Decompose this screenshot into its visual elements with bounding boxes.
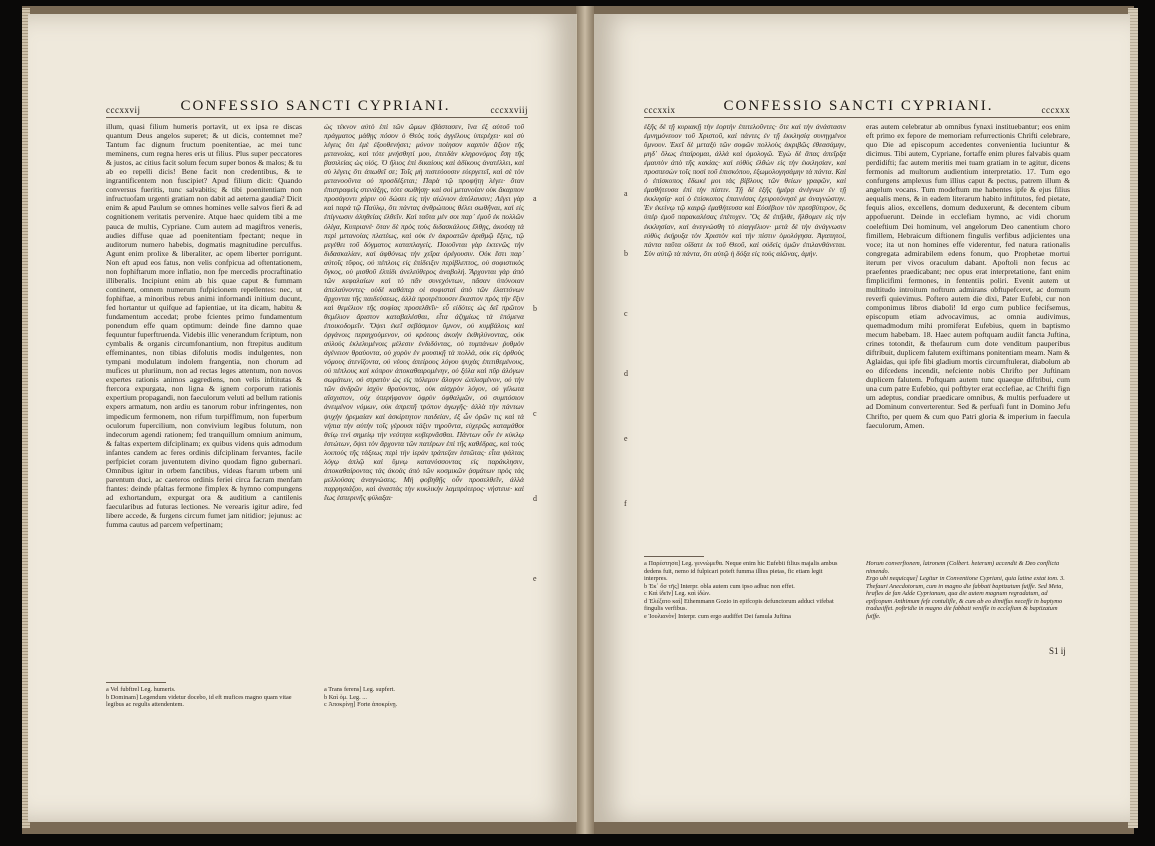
right-page [594, 14, 1130, 822]
margin-letter: b [533, 304, 537, 313]
margin-letter: c [533, 409, 537, 418]
margin-letter: f [624, 499, 627, 508]
latin-column [866, 122, 1070, 552]
footnote: c Ἀποκρίνῃ] Forte ἀποκρίνῃ. [324, 701, 398, 708]
footnote: b Ἐκ᾽ ὅσ τῆς] Interpr. obla autem cum ipso adhuc non effet. [644, 582, 795, 590]
open-book [22, 6, 1134, 834]
margin-letter: d [533, 494, 537, 503]
latin-text: eras autem celebratur ab omnibus fynaxi instituebantur; eos enim eft primo ex fepore de memoriam refurrectionis Chrifti celebrare, quo Die ad episcopum accedentes convenientia luciuntur & dicimus. Tibi autem, Cypriane, fortaffe enim plures falvabis quam perdidifti; fac autem meritis mei tuam gratiam in te agitur, dicens fermonis ad multorum audientium interpretatio. 17. Tum ego confurgens amplexus fum illius caput & pectus, patrem illum & angelum vocans. Tum modeftum me habentes ipfe & ejus filius aequalis mens, & in eadem literarum habito inftitutos, fed pietate, fequis alios, excellens, domum deduxerunt, & decentem cibum appofuerunt. Deinde in ecclefiam hymno, ac vidi chorum coeleftium Dei hominum, vel angelorum Deo canentium choro fimillem, Hebraicum diftionem fingulis verfibus adjicientes una voce; ita ut non homines effe viderentur, fed natura rationalis congregata admirabilem edens fonum, quo Prophetae mortui iterum per vivos oraculum dabant. Apoftoli non fecus ac praefentes praedicabant; nec opus erat interpretatione, fant enim fimplicifimi fermones, in fententiis poliri. Evenit autem ut multitudo introitum noftrum admirans obftupefceret, ac domum reverfi quievimus. Poftero autem die dixi, Pater Eufebi, cur non componimus libros diaboli! Id ergo cum publice fecifsemus, episcopum etiam advocavimus, ac omnia audivimus, quemadmodum mihi promiferat Eufebius, quem in baptismo mecum habebam. 18. Haec autem poftquam audiit fancta Juftina, crines totondit, & thefaurum cum dote venditum pauperibus diftribuit, duplicem falutem exiftimans ponitentiam meam. Nam & Aglaidas, qui ipfe fibi gladium mortis circumftulerat, diabolum ab eo difcedens incendit, nefciente nobis Chrifto per Juftinam duplicem falutem. Poftquam autem tunc quaeque diftribui, cum una cum patre Eufebio, qui poftbyter erat ecclefiae, ac Chrifti fign um adeptus, condiar praedicare omnibus, & multis perfuadere ut ad Dominum converterentur. Sed & perfuafi funt in Domino Jefu Chrifto, per quem & cum quo Patri gloria & imperium in faecula faeculorum, Amen. [866, 122, 1070, 430]
footnote: a Trans ferens] Leg. supfert. [324, 686, 395, 693]
left-page-number-right: cccxxviij [490, 105, 528, 115]
footnote: a Vel fubftrel Leg. humeris. [106, 686, 176, 693]
footnote: Ergo ubi nequicque] Legitur in Conventione Cypriani, quia latine extat tom. 3. Thefauri Anecdotorum, cum in magno die fabbati baptizatum fuiffe. Sed Meta, hrafles de fan Adde Cyprianum, qua die autem magnum regradatum, ad epifcopum Anthimum fefe contulifle, & cum ab eo dimiffus neceffe in baptymo traduxiffet. poftridie in magno die fabbati venifle in ecclefiam & baptizatum fuiffe. [866, 575, 1065, 620]
header-rule [106, 117, 528, 118]
header-rule [644, 117, 1070, 118]
latin-text: illum, quasi filium humeris portavit, ut ex ipsa re discas quantum Deus angelos superet; & ut dicis, contemnet me? Tantum fac dignum fructum poenitentiae, ac mei tunc meminens, cum regna heres eris ut filius. Plus super peccatores & justos, ac citius facit solum fecum super bonos & malos; & tu ab eo repelli dicis! Bene facit non credentibus, & te ingrantificentem non fuscipiet? Apud filium dicit: Quando conversus fueritis, tunc salvabitis; & tibi poenitentiam non infructuofam urgenti gratiam non dabit ad aeterna gaudia? Dicit enim & apud Paulum se omnes homines velle salvos fieri & ad cognitionem veritatis pervenire. Atque haec quidem tibi a me pauca de multis, Cypriane. Cum autem ad magiftros veneris, audies diffuse quae ad poenitentiam fpectant; neque in auditorum numero habebis, dogmatis magnitudine perculfus. Agunt enim prolixe & liberaliter, ac opem liberter porrigunt. Non eft apud eos fatus, non velis confpicua ad oftentationem, non fophiftarum more inflatio, non fpe mercedis procraftinatio illiberalis. Incipiunt enim ab his quae caput & fummam continent, omnem numerum fufpicionem repellentes: nec, ut fophiftae, a minoribus rebus animi informandi initium ducunt, fed hortantur ut quifque ad fapientiae, ut ita dicam, habitu & fundamentum accedat; probe fcientes primo fundamentum ponendum effe quam optimum: deinde fine damno quae fequuntur fuperftruenda. Videbis illic venerandum fcriptum, non cymbalis & organis circumfonantium, non ftrepitus auditum effeminantes, non tibias difolutis modis indulgentes, non tympani modulatum indolem frangentia, non chorum ad mufices ut pluriinum, non ad rectas leges attentum, non novos expertes rationis animos aggrediens, non velis inftitutas & ftercora expurgata, non ligna & ignem corporum rationis expertium propagandi, non faeculorum veluti ad bellum rationis expers armatum, non ardiu es tanorum robur infringentes, non impedicum fermonem, non rifum turpiffimum, non fuperbum oculorum fupercilium, non convivium legibus folutum, non indecorum agendi rationem; fed tranquillum omnium animum, & faltas expertem difciplinam; ex quibus videns quis admodum infantes candem ac feres ordinis difciplinam fervantes, facile perfpiciet coram juventutem divino quodam figno gubernari. Omnibus igitur in orbem fanctibus, videas ftarum urbem uni parentum duci, ac caeteros ordinis feriei circa facram menfam ftantes: deinde pfaltas fermone fimplex & hymno compungens ad exhortandum, expurgat ora & auditium a cantilenis faecularibus ad futuras lectiones. Ne verearis igitur adire, fed libere accede, & furgens circum fumet jam nitidior; jejunus: ac fumma cautus ad parcem vefpertinam; [106, 122, 302, 530]
right-page-number-right: cccxxx [1041, 105, 1070, 115]
margin-letter: a [624, 189, 628, 198]
footnote: d Ἐλέξατο καὶ] Ethemmann Gozio in epifcopis defunctorum adduci vifebat fingulis verfibus. [644, 597, 834, 612]
printer-signature: S1 ij [1049, 646, 1066, 656]
book-gutter [576, 6, 594, 834]
margin-letter: a [533, 194, 537, 203]
left-page-header [106, 98, 528, 115]
greek-footnotes [644, 560, 846, 620]
right-running-title: CONFESSIO SANCTI CYPRIANI. [723, 98, 994, 114]
latin-footnotes [106, 686, 302, 709]
footnote: b Dominam] Legendum videtur docebo, id eft mufices magno quam vitae legibus ac regulis attendentem. [106, 693, 292, 708]
greek-text: ἑξῆς δὲ τῇ κυριακῇ τὴν ἑορτὴν ἐπιτελοῦντες· ὅτε καὶ τὴν ἀνάστασιν ἐμνημόνευον τοῦ Χριστοῦ, καὶ πάντες ἐν τῇ ἐκκλησίᾳ συνηγμένοι ὕμνουν. Ἐκεῖ δὲ μεταξὺ τῶν σοφῶν πολλοὺς ἀκριβῶς ἐθεασάμην, μηδ᾽ ὅλως ἐπαίρομαι, ἀλλὰ καὶ ὁμολογῶ. Ἐγὼ δὲ ἅπας ἀπεῖρξα ἐμαυτὸν ἀπὸ τῆς κακίας· καὶ εὐθὺς ἐλθὼν εἰς τὴν ἐκκλησίαν, καὶ προσπεσὼν τοῖς ποσὶ τοῦ ἐπισκόπου, ἐξωμολογησάμην τὰ πάντα. Καὶ ὁ ἐπίσκοπος ἔδωκέ μοι τὰς βίβλους τῶν θείων γραφῶν, καὶ ἐμαθήτευσα ἐπὶ τὴν πίστιν. Τῇ δὲ ἑξῆς ἡμέρᾳ ἀνέγνων ἐν τῇ ἐκκλησίᾳ· καὶ ὁ ἐπίσκοπος ἐπαινέσας ἐχειροτόνησέ με ἀναγνώστην. Ἐν ἐκείνῳ τῷ καιρῷ ἐμαθήτευσα καὶ Εὐσέβιον τὸν πρεσβύτερον, ὃς ὑπὲρ ἐμοῦ παρακαλέσας ἐπέτυχεν. Ὃς δὲ ἐπῆλθε, ἤλθομεν εἰς τὴν ἐκκλησίαν, καὶ ἀνεγνώσθη τὸ εὐαγγέλιον· μετὰ δὲ τὴν ἀνάγνωσιν εὐθὺς ἐκήρυξα τὸν Χριστὸν καὶ τὴν πίστιν ὁμολόγησα. Ἀγαπητοί, πάντα ταῦτα οἴδατε ἐκ τοῦ Θεοῦ, καὶ οὐδεὶς ὑμῶν ἐπιλανθάνεται. Σὺν αὐτῷ τὰ πάντα, ὅτι αὐτῷ ἡ δόξα εἰς τοὺς αἰῶνας, ἀμήν. [644, 122, 846, 258]
footnote: Horum converfionem, latronem (Colbert. heterum) accendit & Deo conflicta nimendo. [866, 560, 1060, 575]
left-page [28, 14, 577, 822]
footnote-rule [106, 682, 166, 683]
footnote: a Παρέστησα] Leg. γεννώμεθα. Neque enim hic Eufebii filius majalis ambus dedens fuit, nemo id fulpicari poteft fumma illius pietas, fic etiam legit interpres. [644, 560, 838, 582]
footnote: b Καὶ ὁμ. Leg. ... [324, 693, 367, 701]
right-page-header [644, 98, 1070, 115]
latin-footnotes [866, 560, 1070, 620]
footnote: c Καὶ ἰδεῖν] Leg. καὶ ἰδὼν. [644, 590, 711, 597]
greek-column [324, 122, 524, 678]
margin-letter: d [624, 369, 628, 378]
right-page-number: cccxxix [644, 105, 676, 115]
latin-column [106, 122, 302, 678]
footnote: e Ἰουλιανὸν] Interpr. cum ergo audiffet Dei famula Juftina [644, 612, 791, 620]
margin-letter: c [624, 309, 628, 318]
margin-letter: b [624, 249, 628, 258]
greek-column [644, 122, 846, 552]
greek-footnotes [324, 686, 524, 709]
greek-text: ὡς τέκνον αὐτὸ ἐπὶ τῶν ὤμων ἐβάστασεν, ἵνα ἐξ αὐτοῦ τοῦ πράγματος μάθῃς πόσον ὁ Θεὸς τοὺς ἀγγέλους ὑπερέχει· καὶ σὺ λέγεις ὅτι ἐμὲ ἐξουθενήσει; μόνον ποίησον καρπὸν ἄξιον τῆς μετανοίας, καὶ τότε μνήσθητί μου, ἐπειδὰν κληρονόμος ἔσῃ τῆς βασιλείας ὡς υἱός. Ὁ ἥλιος ἐπὶ δικαίους καὶ ἀδίκους ἀνατέλλει, καὶ σὺ λέγεις ὅτι ἀπωθεῖ σε; Τοῖς μὴ πιστεύουσιν εὐεργετεῖ, καὶ σὲ τὸν μετανοοῦντα οὐ προσδέξεται; Παρὰ τῷ προφήτῃ λέγει· ὅταν ἐπιστραφεὶς στενάξῃς, τότε σωθήσῃ· καὶ σοὶ μετανοίαν οὐκ ἄκαρπον προσάγοντι χάριν οὐ δώσει εἰς τὴν αἰώνιον ἀπόλαυσιν; Λέγει γὰρ καὶ παρὰ τῷ Παύλῳ, ὅτι πάντας ἀνθρώπους θέλει σωθῆναι, καὶ εἰς ἐπίγνωσιν ἀληθείας ἐλθεῖν. Καὶ ταῦτα μὲν σοι παρ᾽ ἐμοῦ ἐκ πολλῶν ὀλίγα, Κυπριανέ· ὅταν δὲ πρὸς τοὺς διδασκάλους ἔλθῃς, ἀκούσῃ τὰ περὶ μετανοίας πλατέως, καὶ οὐκ ἐν ἀκροατῶν ἀριθμῷ ἕξεις, τῷ μεγέθει τοῦ δόγματος καταπλαγείς. Ποιοῦνται γὰρ ἐκτενῶς τὴν διδασκαλίαν, καὶ ἀφθόνως τὴν χεῖρα ὀρέγουσιν. Οὐκ ἔστι παρ᾽ αὐτοῖς τῦφος, οὐ πέπλοις εἰς ἐπίδειξιν περίβλεπτος, οὐ σοφιστικὸς ὄγκος, οὐ μισθοῦ ἐλπίδι ἀνελεύθερος ἀναβολή. Ἄρχονται γὰρ ἀπὸ τῶν κεφαλαίων καὶ τὸ πᾶν συνεχόντων, πᾶσαν ὑπόνοιαν ἀπελαύνοντες· οὐδὲ καθάπερ οἱ σοφισταὶ ἀπὸ τῶν ἐλαττόνων ἄρχονται τῆς παιδεύσεως, ἀλλὰ προτρέπουσιν ἕκαστον πρὸς τὴν ἕξιν καὶ θεμέλιον τῆς σοφίας προσελθεῖν· εὖ εἰδότες ὡς δεῖ πρῶτον θεμέλιον ἄριστον καταβαλέσθαι, εἶτα ἀζημίως τὰ ἑπόμενα ἐποικοδομεῖν. Ὄψει ἐκεῖ σεβάσμιον ὕμνον, οὐ κυμβάλοις καὶ ὀργάνοις περιηχούμενον, οὐ κρότους ἀκοὴν ἐκθηλύνοντας, οὐκ αὐλοὺς ἐκλελυμένοις μέλεσιν ἐνδιδόντας, οὐ τυμπάνων ῥυθμὸν ἀγένειον θραύοντα, οὐ χορὸν ἐν μουσικῇ τὰ πολλὰ, οὐκ εἰς ὀρθοὺς νόμους ἀτενίζοντα, οὐ νέους ἀπείρους λόγου ψυχὰς ἐπιτιθεμένους, οὐ πέπλους καὶ κόπρον ἀποκαθαιρομένην, οὐ ξύλα καὶ πῦρ ἀλόγων σωμάτων, οὐ στρατὸν ὡς εἰς πόλεμον ἄλογον ὡπλισμένον, οὐ τὴν τῶν ἀνδρῶν ἰσχὺν θραύοντας, οὐκ αἰσχρὸν λόγον, οὐ γέλωτα αἴσχιστον, οὐχ ὑπερήφανον ὀφρὺν ὀφθαλμῶν, οὐ συμπόσιον ἀνειμένον νόμων, οὐκ ἀπρεπῆ τρόπον ἀγωγῆς· ἀλλὰ τὴν πάντων ψυχὴν ἠρεμαίαν καὶ ἀσκίρτητον παιδείαν, ἐξ ὧν ὁρῶν τις καὶ τὰ νήπια τὴν αὐτὴν τοῖς γέρουσι τάξιν τηροῦντα, εὐχερῶς καταμάθοι θείῳ τινὶ σημείῳ τὴν νεότητα κυβερνᾶσθαι. Πάντων οὖν ἐν κύκλῳ ἑστώτων, ὄψει τὸν ἄρχοντα τῶν πατέρων ἐπὶ τῆς καθέδρας, καὶ τοὺς λοιποὺς τῆς τάξεως περὶ τὴν ἱερὰν τράπεζαν ἑστῶτας· εἶτα ψάλτας λόγῳ ἁπλῷ καὶ ὕμνῳ κατανύσσοντας εἰς παράκλησιν, ἀποκαθαίροντας τὰς ἀκοὰς ἀπὸ τῶν κοσμικῶν ᾀσμάτων πρὸς τὰς μελλούσας ἀναγνώσεις. Μὴ φοβηθῇς οὖν προσελθεῖν, ἀλλὰ παρρησιάζου, καὶ ἀναστὰς τὴν κυκλικὴν λαμπρότερος· νήστευε· καὶ ἕως ἑσπερινῆς φύλαξαι· [324, 122, 524, 502]
footnote-rule [644, 556, 704, 557]
left-page-number: cccxxvij [106, 105, 141, 115]
margin-letter: e [624, 434, 628, 443]
margin-letter: e [533, 574, 537, 583]
left-running-title: CONFESSIO SANCTI CYPRIANI. [180, 98, 451, 114]
